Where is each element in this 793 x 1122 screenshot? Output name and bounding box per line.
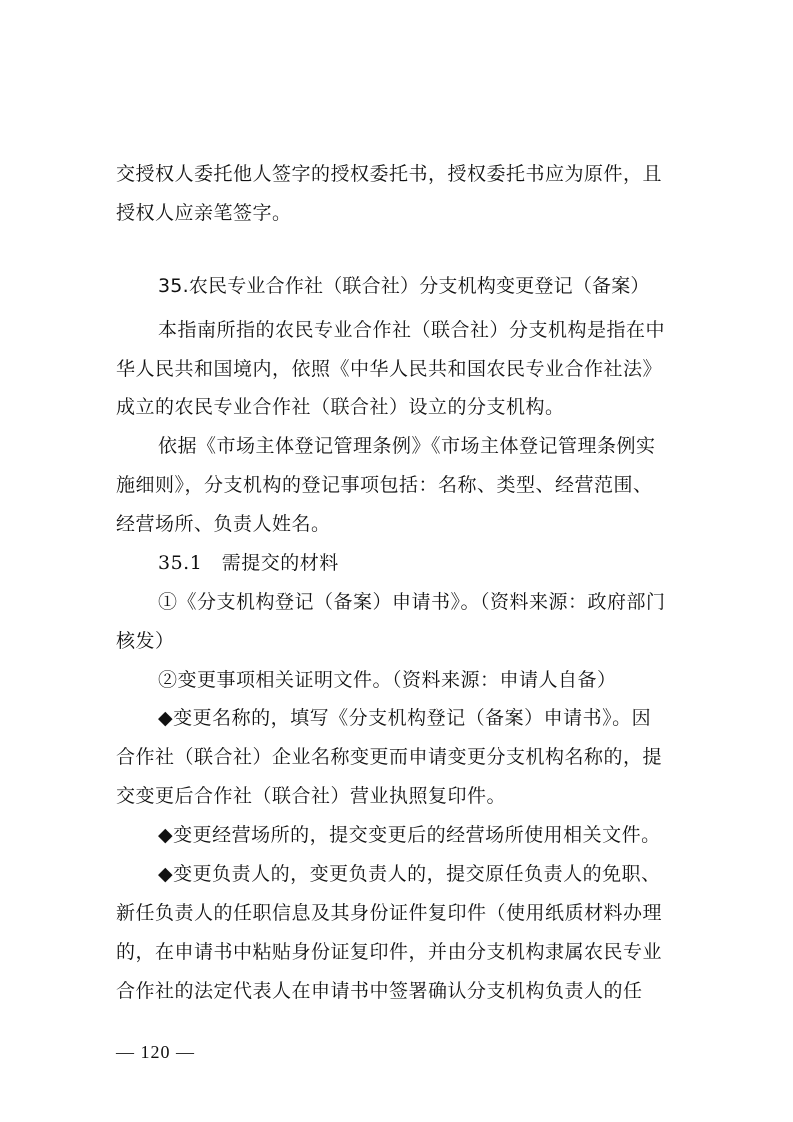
bullet-name-line-1: ◆变更名称的，填写《分支机构登记（备案）申请书》。因 — [158, 707, 652, 729]
carryover-line-1: 交授权人委托他人签字的授权委托书，授权委托书应为原件，且 — [116, 163, 663, 185]
carryover-line-2: 授权人应亲笔签字。 — [116, 202, 292, 224]
bullet-person-line-2: 新任负责人的任职信息及其身份证件复印件（使用纸质材料办理 — [116, 902, 663, 924]
bullet-person-line-1: ◆变更负责人的，变更负责人的，提交原任负责人的免职、 — [158, 863, 661, 885]
intro-line-3: 成立的农民专业合作社（联合社）设立的分支机构。 — [116, 396, 565, 418]
intro-line-2: 华人民共和国境内，依照《中华人民共和国农民专业合作社法》 — [116, 358, 663, 380]
item1-line-2: 核发） — [116, 630, 175, 652]
bullet-place-line-1: ◆变更经营场所的，提交变更后的经营场所使用相关文件。 — [158, 824, 661, 846]
basis-line-3: 经营场所、负责人姓名。 — [116, 513, 331, 535]
basis-line-1: 依据《市场主体登记管理条例》《市场主体登记管理条例实 — [158, 435, 656, 457]
item1-line-1: ①《分支机构登记（备案）申请书》。（资料来源：政府部门 — [158, 591, 666, 613]
bullet-person-line-3: 的，在申请书中粘贴身份证复印件，并由分支机构隶属农民专业 — [116, 941, 663, 963]
page-number: — 120 — — [116, 1042, 195, 1062]
item2-line-1: ②变更事项相关证明文件。（资料来源：申请人自备） — [158, 669, 617, 691]
bullet-person-line-4: 合作社的法定代表人在申请书中签署确认分支机构负责人的任 — [116, 980, 643, 1002]
intro-line-1: 本指南所指的农民专业合作社（联合社）分支机构是指在中 — [158, 319, 666, 341]
subsection-title: 35.1 需提交的材料 — [158, 552, 339, 574]
bullet-name-line-3: 交变更后合作社（联合社）营业执照复印件。 — [116, 785, 507, 807]
bullet-name-line-2: 合作社（联合社）企业名称变更而申请变更分支机构名称的，提 — [116, 746, 663, 768]
basis-line-2: 施细则》，分支机构的登记事项包括：名称、类型、经营范围、 — [116, 474, 653, 496]
section-title: 35.农民专业合作社（联合社）分支机构变更登记（备案） — [158, 275, 650, 297]
